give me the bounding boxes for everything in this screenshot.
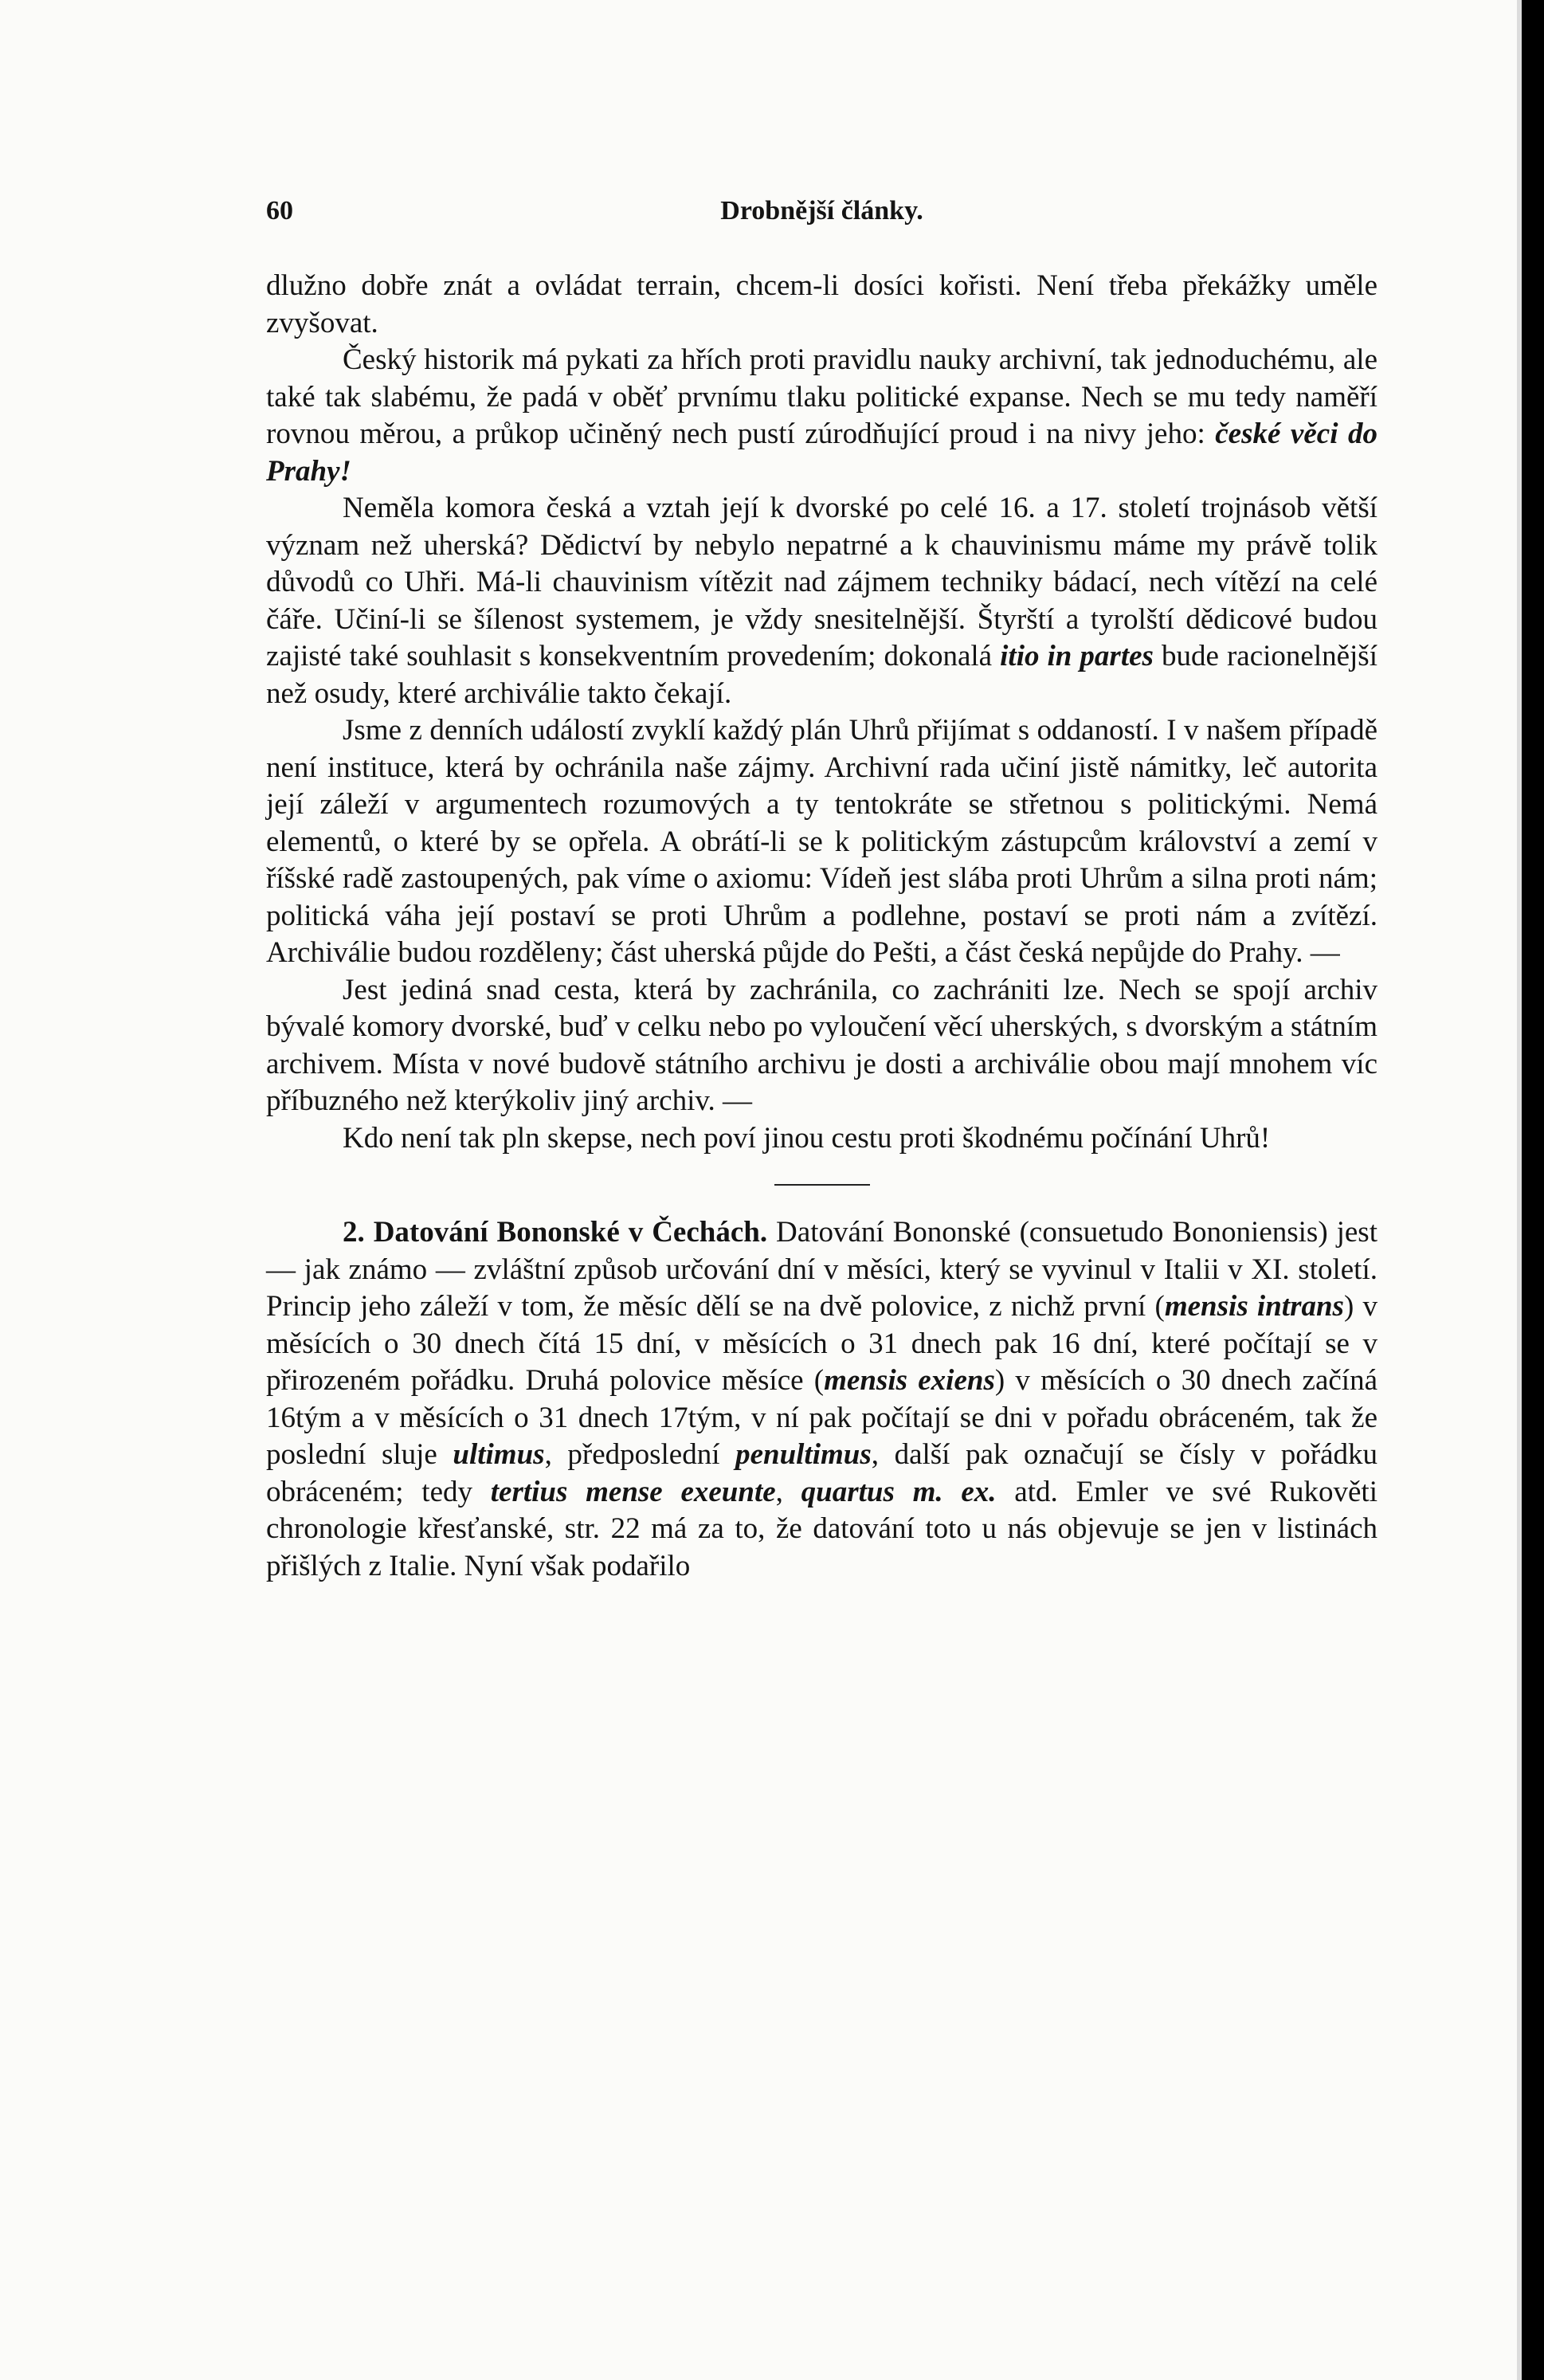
paragraph: [266, 1120, 1377, 1158]
text-run: ) v měsících o 30 dnech čítá 15 dní, v měsících o 31 dnech pak 16 dní, které počítají se v přirozeném pořádku. Druhá polovice měsíce (: [266, 1290, 1377, 1397]
italic-phrase: quartus m. ex.: [801, 1475, 997, 1508]
running-head: [266, 196, 1377, 244]
italic-phrase: penultimus: [735, 1438, 872, 1471]
paragraph: [266, 490, 1377, 712]
body-text: [266, 268, 1377, 1585]
italic-phrase: ultimus: [453, 1438, 545, 1471]
text-run: Jsme z denních událostí zvyklí každý plán Uhrů přijímat s oddaností. I v našem případě není instituce, která by ochránila naše zájmy. Archivní rada učiní jistě námitky, leč autorita její záleží v argumentech rozumových a ty tentokráte se střetnou s politickými. Nemá elementů, o které by se opřela. A obrátí-li se k politickým zástupcům království a zemí v říšské radě zastoupených, pak víme o axiomu: Vídeň jest slába proti Uhrům a silna proti nám; politická váha její postaví se proti Uhrům a podlehne, postaví se proti nám a zvítězí. Archiválie budou rozděleny; část uherská půjde do Pešti, a část česká nepůjde do Prahy. —: [266, 714, 1377, 969]
italic-phrase: české věci do Prahy!: [266, 418, 1377, 488]
italic-phrase: mensis exiens: [824, 1364, 995, 1397]
text-run: Neměla komora česká a vztah její k dvorské po celé 16. a 17. století trojnásob větší význam než uherská? Dědictví by nebylo nepatrné a k chauvinismu máme my právě tolik důvodů co Uhři. Má-li chauvinism vítězit nad zájmem techniky bádací, nech vítězí na celé čáře. Učiní-li se šílenost systemem, je vždy snesitelnější. Štyrští a tyrolští dědicové budou zajisté také souhlasit s konsekventním provedením; dokonalá: [266, 492, 1377, 672]
section-divider: [774, 1184, 870, 1186]
italic-phrase: mensis intrans: [1164, 1290, 1344, 1323]
text-run: , další pak označují se čísly v pořádku obráceném; tedy: [266, 1438, 1378, 1508]
section-2-paragraph: [266, 1214, 1377, 1585]
text-run: Kdo není tak pln skepse, nech poví jinou cestu proti škodnému počínání Uhrů!: [343, 1121, 1271, 1155]
paragraph: [266, 268, 1377, 342]
text-run: , předposlední: [544, 1438, 736, 1471]
italic-phrase: tertius mense exeunte: [490, 1475, 776, 1508]
text-block: [266, 196, 1377, 1585]
text-run: Datování Bononské (consuetudo Bononiensis) jest — jak známo — zvláštní způsob určování dní v měsíci, který se vyvinul v Italii v XI. století. Princip jeho záleží v tom, že měsíc dělí se na dvě polovice, z nichž první (: [266, 1216, 1377, 1323]
running-title: Drobnější články.: [720, 196, 923, 225]
text-run: dlužno dobře znát a ovládat terrain, chcem-li dosíci kořisti. Není třeba překážky uměle zvyšovat.: [266, 269, 1377, 339]
text-run: ) v měsících o 30 dnech začíná 16tým a v měsících o 31 dnech 17tým, v ní pak počítají se dni v pořadu obráceném, tak že poslední sluje: [266, 1364, 1377, 1471]
section-title: 2. Datování Bononské v Čechách.: [343, 1216, 768, 1249]
section-2-body: [266, 1216, 1377, 1582]
text-run: Český historik má pykati za hřích proti pravidlu nauky archivní, tak jednoduchému, ale také tak slabému, že padá v oběť prvnímu tlaku politické expanse. Nech se mu tedy naměří rovnou měrou, a průkop učiněný nech pustí zúrodňující proud i na nivy jeho:: [266, 343, 1377, 450]
text-run: Jest jediná snad cesta, která by zachránila, co zachrániti lze. Nech se spojí archiv bývalé komory dvorské, buď v celku nebo po vyloučení věcí uherských, s dvorským a státním archivem. Místa v nové budově státního archivu je dosti a archiválie obou mají mnohem víc příbuzného než kterýkoliv jiný archiv. —: [266, 973, 1377, 1117]
text-run: ,: [775, 1475, 801, 1508]
paragraph: [266, 342, 1377, 490]
text-run: atd. Emler ve své Rukověti chronologie křesťanské, str. 22 má za to, že datování toto u nás objevuje se jen v listinách přišlých z Italie. Nyní však podařilo: [266, 1475, 1377, 1582]
text-run: bude racionelnější než osudy, které archiválie takto čekají.: [266, 640, 1377, 710]
paragraph: [266, 712, 1377, 972]
italic-phrase: itio in partes: [1000, 640, 1154, 672]
page-number: 60: [266, 196, 293, 225]
paragraph: [266, 972, 1377, 1120]
